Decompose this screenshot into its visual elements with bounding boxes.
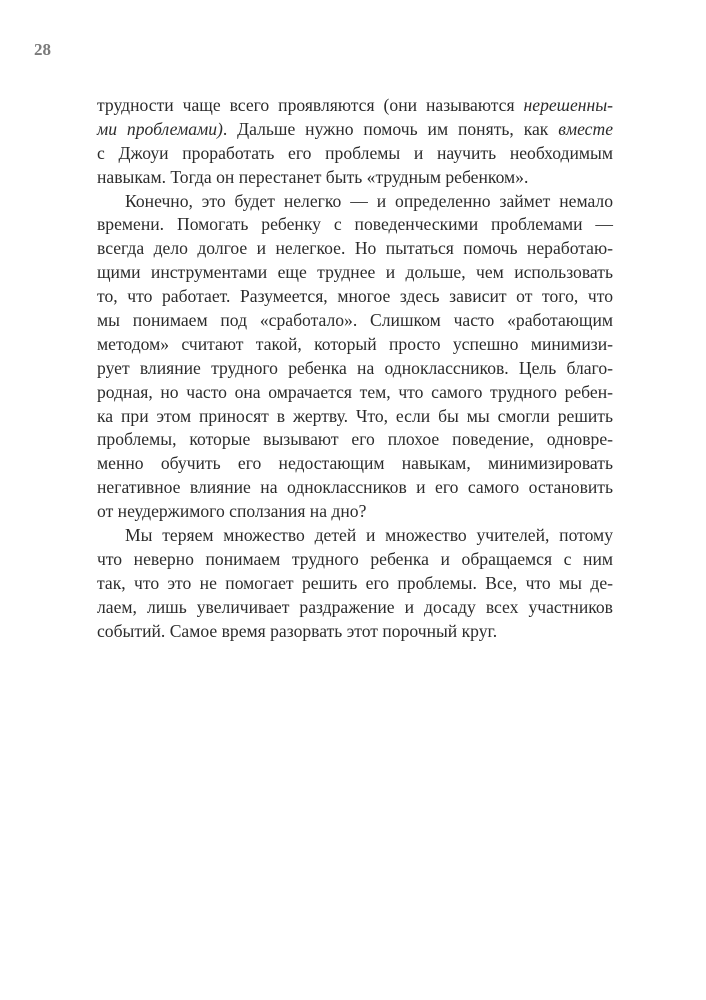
text-line [97, 118, 613, 142]
text-segment: то, что работает. Разумеется, многое здесь зависит от того, что [97, 286, 613, 307]
text-segment: трудности чаще всего проявляются (они называются [97, 95, 524, 115]
body-text [97, 94, 613, 643]
text-line [97, 142, 613, 166]
text-line [97, 405, 613, 429]
text-line [97, 309, 613, 333]
text-segment: Мы теряем множество детей и множество учителей, потому [125, 525, 613, 546]
text-line [97, 237, 613, 261]
text-line [97, 94, 613, 118]
text-segment: времени. Помогать ребенку с поведенческими проблемами — [97, 214, 613, 235]
text-segment: родная, но часто она омрачается тем, что самого трудного ребен- [97, 381, 613, 402]
text-line [97, 572, 613, 596]
text-line [97, 333, 613, 357]
text-segment: навыкам. Тогда он перестанет быть «трудным ребенком». [97, 166, 529, 187]
text-segment: лаем, лишь увеличивает раздражение и досаду всех участников [97, 596, 613, 617]
text-segment: от неудержимого сползания на дно? [97, 501, 367, 522]
italic-text: ми проблемами) [97, 118, 223, 139]
text-line [97, 190, 613, 214]
text-segment: событий. Самое время разорвать этот порочный круг. [97, 620, 498, 641]
text-segment: ка при этом приносят в жертву. Что, если бы мы смогли решить [97, 405, 613, 426]
text-line [97, 524, 613, 548]
text-line [97, 285, 613, 309]
text-line [97, 452, 613, 476]
text-segment: щими инструментами еще труднее и дольше, чем использовать [97, 262, 613, 283]
text-segment: что неверно понимаем трудного ребенка и обращаемся с ним [97, 548, 613, 569]
text-line [97, 596, 613, 620]
text-line [97, 548, 613, 572]
text-segment: рует влияние трудного ребенка на одноклассников. Цель благо- [97, 357, 613, 378]
text-line [97, 476, 613, 500]
text-segment: всегда дело долгое и нелегкое. Но пытаться помочь неработаю- [97, 238, 613, 259]
text-line [97, 620, 613, 644]
text-line [97, 261, 613, 285]
text-segment: мы понимаем под «сработало». Слишком часто «работающим [97, 310, 613, 331]
text-line [97, 381, 613, 405]
text-segment: методом» считают такой, который просто успешно минимизи- [97, 333, 613, 354]
text-line [97, 166, 613, 190]
italic-text: вместе [558, 118, 613, 139]
italic-text: нерешенны- [523, 95, 613, 115]
text-segment: с Джоуи проработать его проблемы и научить необходимым [97, 142, 613, 163]
text-segment: Конечно, это будет нелегко — и определенно займет немало [125, 190, 613, 211]
text-segment: так, что это не помогает решить его проблемы. Все, что мы де- [97, 572, 613, 593]
text-segment: проблемы, которые вызывают его плохое поведение, одновре- [97, 429, 613, 450]
text-segment: негативное влияние на одноклассников и его самого остановить [97, 477, 613, 498]
page-number: 28 [34, 40, 51, 59]
text-segment: . Дальше нужно помочь им понять, как [222, 118, 559, 139]
text-segment: менно обучить его недостающим навыкам, минимизировать [97, 453, 613, 474]
text-line [97, 500, 613, 524]
text-line [97, 428, 613, 452]
text-line [97, 357, 613, 381]
text-line [97, 213, 613, 237]
